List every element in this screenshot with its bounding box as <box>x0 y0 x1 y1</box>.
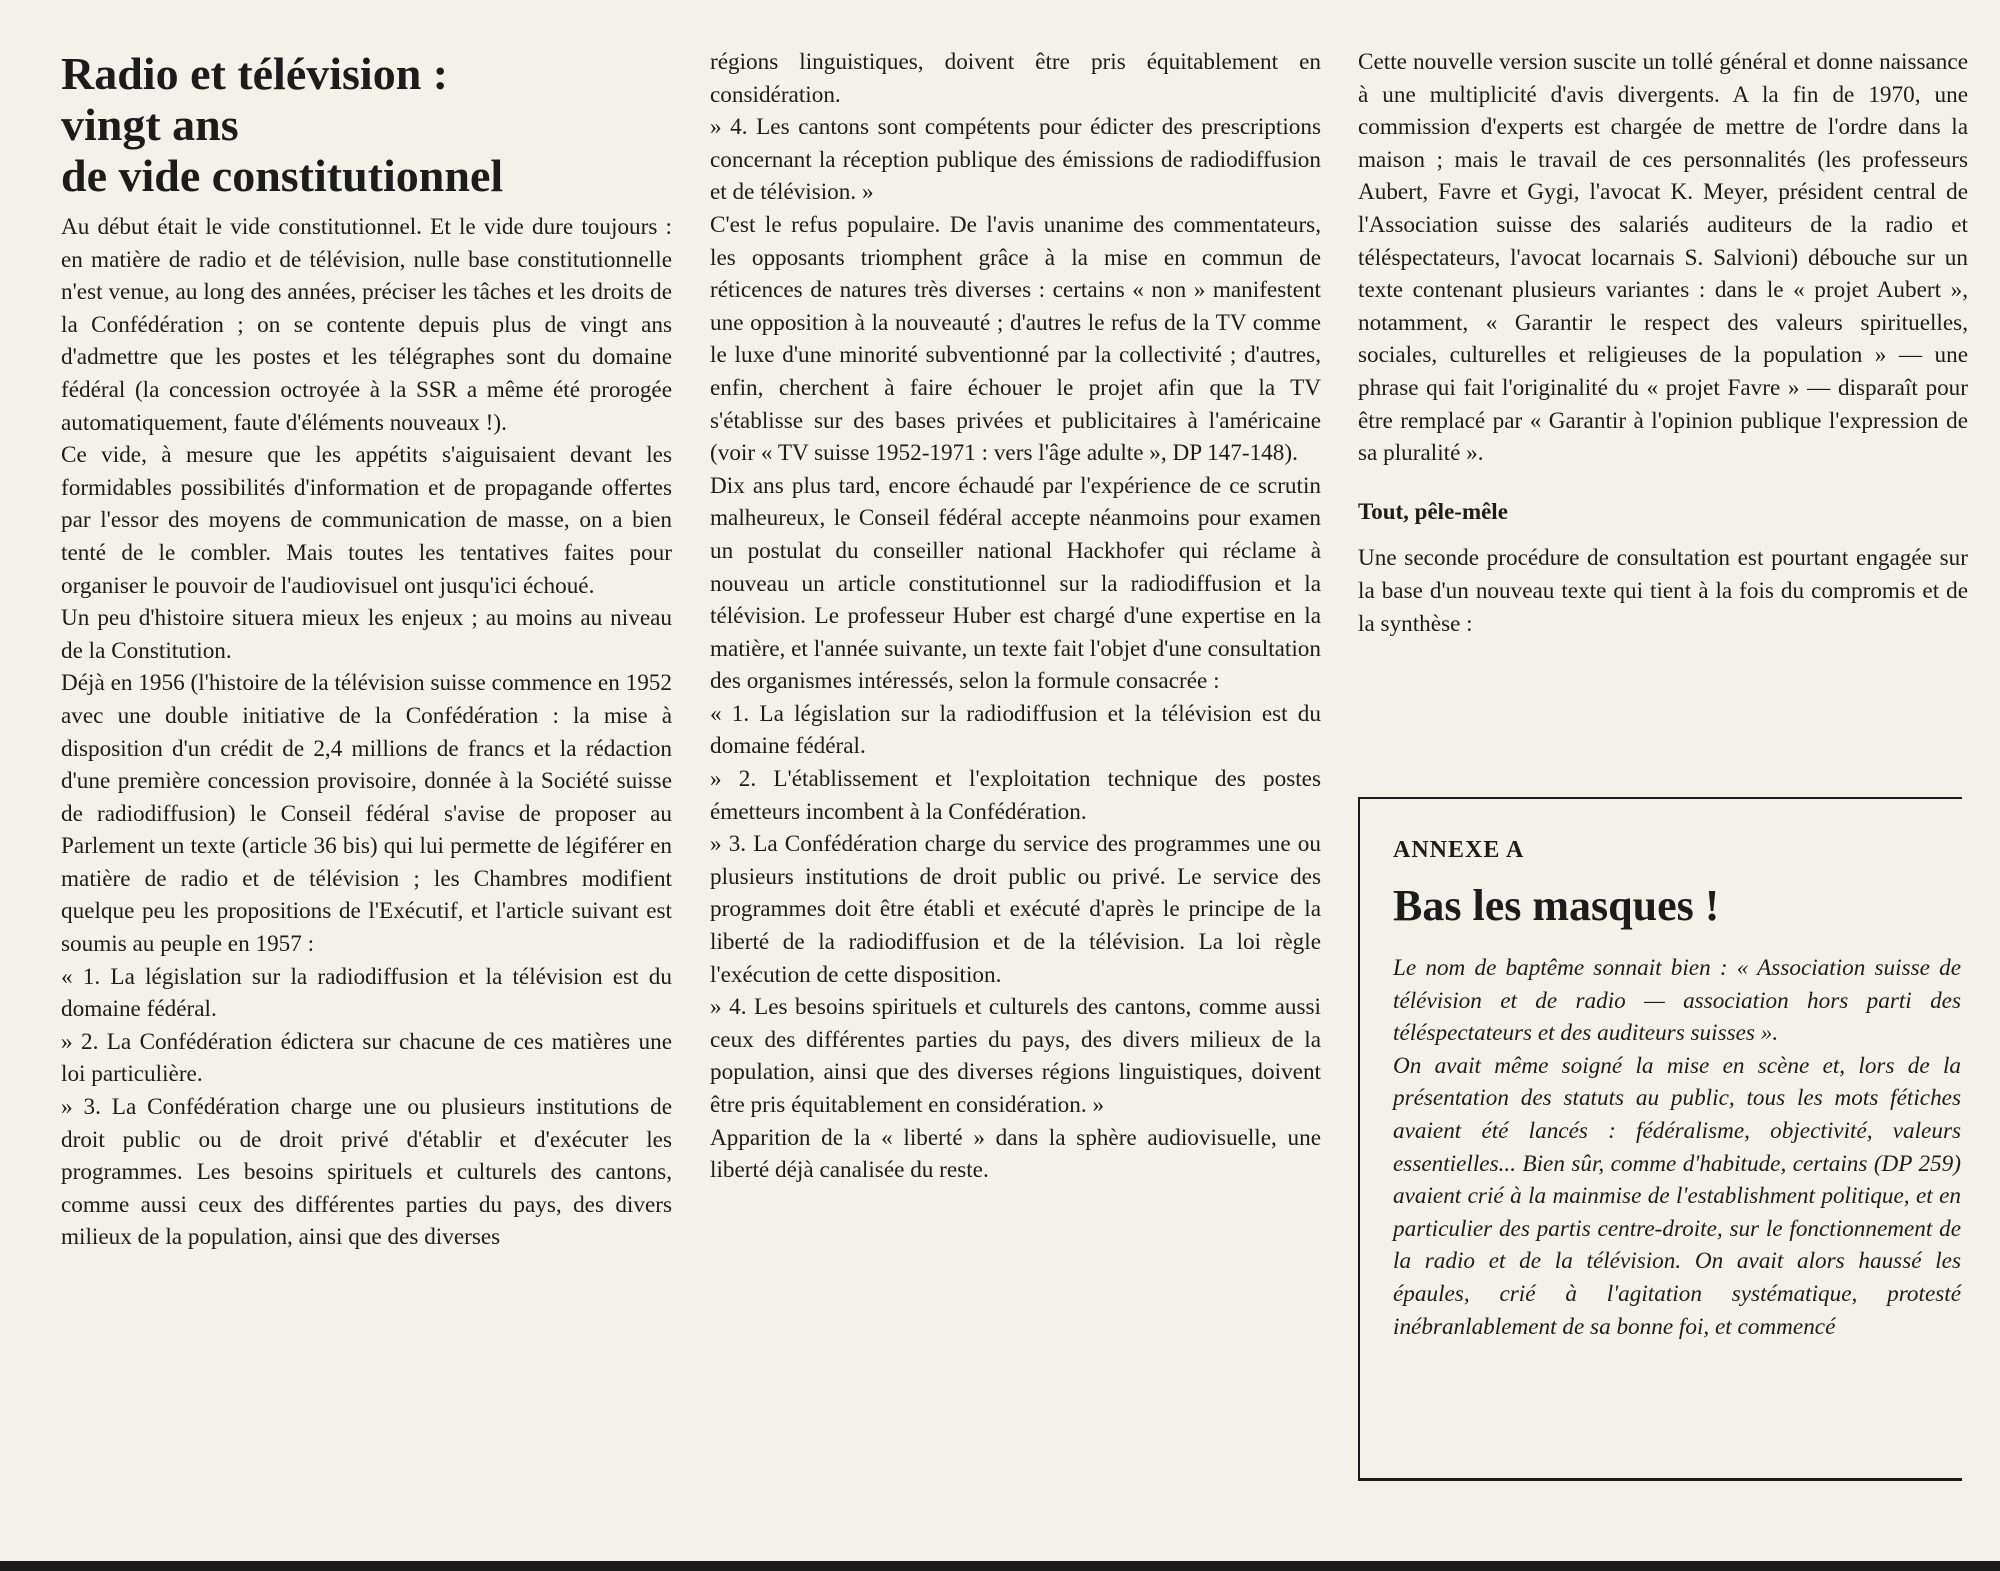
annex-paragraph: On avait même soigné la mise en scène et, lors de la présentation des statuts au public, tous les mots fétiches avaient été lancés : fédéralisme, objectivité, valeurs essentielles... Bien sûr, comme d'habitude, certains (DP 259) avaient crié à la mainmise de l'establishment politique, et en particulier des partis centre-droite, sur le fonctionnement de la radio et de la télévision. On avait alors haussé les épaules, crié à l'agitation systématique, protesté inébranlablement de sa bonne foi, et commencé <box>1393 1052 1961 1340</box>
paragraph: » 2. L'établissement et l'exploitation technique des postes émetteurs incombent à la Confédération. <box>710 766 1321 825</box>
paragraph: C'est le refus populaire. De l'avis unanime des commentateurs, les opposants triomphent grâce à la mise en commun de réticences de natures très diverses : certains « non » manifestent une opposition à la nouveauté ; d'autres le refus de la TV comme le luxe d'une minorité subventionné par la collectivité ; d'autres, enfin, cherchent à faire échouer le projet afin que la TV s'établisse sur des bases privées et publicitaires à l'américaine (voir « TV suisse 1952-1971 : vers l'âge adulte », DP 147-148). <box>710 211 1321 467</box>
paragraph: Au début était le vide constitutionnel. Et le vide dure toujours : en matière de radio et de télévision, nulle base constitutionnelle n'est venue, au long des années, préciser les tâches et les droits de la Confédération ; on se contente depuis plus de vingt ans d'admettre que les postes et les télégraphes sont du domaine fédéral (la concession octroyée à la SSR a même été prorogée automatiquement, faute d'éléments nouveaux !). <box>61 214 672 436</box>
paragraph: Ce vide, à mesure que les appétits s'aiguisaient devant les formidables possibilités d'information et de propagande offertes par l'essor des moyens de communication de masse, on a bien tenté de le combler. Mais toutes les tentatives faites pour organiser le pouvoir de l'audiovisuel ont jusqu'ici échoué. <box>61 442 672 599</box>
paragraph: Une seconde procédure de consultation est pourtant engagée sur la base d'un nouveau texte qui tient à la fois du compromis et de la synthèse : <box>1358 545 1968 637</box>
paragraph: « 1. La législation sur la radiodiffusion et la télévision est du domaine fédéral. <box>710 700 1321 760</box>
paragraph: Dix ans plus tard, encore échaudé par l'expérience de ce scrutin malheureux, le Conseil fédéral accepte néanmoins pour examen un postulat du conseiller national Hackhofer qui réclame à nouveau un article constitutionnel sur la radiodiffusion et la télévision. Le professeur Huber est chargé d'une expertise en la matière, et l'année suivante, un texte fait l'objet d'une consultation des organismes intéressés, selon la formule consacrée : <box>710 472 1321 695</box>
article-column-3 <box>1358 46 1968 640</box>
annex-paragraph: Le nom de baptême sonnait bien : « Association suisse de télévision et de radio — association hors parti des téléspectateurs et des auditeurs suisses ». <box>1393 955 1961 1047</box>
paragraph: « 1. La législation sur la radiodiffusion et la télévision est du domaine fédéral. <box>61 963 672 1023</box>
annex-text <box>1393 952 1961 1343</box>
paragraph: » 2. La Confédération édictera sur chacune de ces matières une loi particulière. <box>61 1028 672 1088</box>
paragraph: Déjà en 1956 (l'histoire de la télévision suisse commence en 1952 avec une double initiative de la Confédération : la mise à disposition d'un crédit de 2,4 millions de francs et la rédaction d'une première concession provisoire, donnée à la Société suisse de radiodiffusion) le Conseil fédéral s'avise de proposer au Parlement un texte (article 36 bis) qui lui permette de légiférer en matière de radio et de télévision ; les Chambres modifient quelque peu les propositions de l'Exécutif, et l'article suivant est soumis au peuple en 1957 : <box>61 670 672 958</box>
paragraph: » 3. La Confédération charge une ou plusieurs institutions de droit public ou de droit privé d'établir et d'exécuter les programmes. Les besoins spirituels et culturels des cantons, comme aussi ceux des différentes parties du pays, des divers milieux de la population, ainsi que des diverses <box>61 1094 672 1251</box>
article-title: Radio et télévision : vingt ans de vide constitutionnel <box>61 48 504 201</box>
paragraph: » 4. Les cantons sont compétents pour édicter des prescriptions concernant la réception publique des émissions de radiodiffusion et de télévision. » <box>710 114 1321 206</box>
paragraph: » 4. Les besoins spirituels et culturels des cantons, comme aussi ceux des différentes parties du pays, des divers milieux de la population, ainsi que des diverses régions linguistiques, doivent être pris équitablement en considération. » <box>710 994 1321 1118</box>
page-bottom-edge <box>0 1561 2000 1571</box>
section-subheading: Tout, pêle-mêle <box>1358 498 1508 524</box>
paragraph: régions linguistiques, doivent être pris équitablement en considération. <box>710 49 1321 108</box>
paragraph: Cette nouvelle version suscite un tollé général et donne naissance à une multiplicité d'avis divergents. A la fin de 1970, une commission d'experts est chargée de mettre de l'ordre dans la maison ; mais le travail de ces personnalités (les professeurs Aubert, Favre et Gygi, l'avocat K. Meyer, président central de l'Association suisse des salariés auditeurs de la radio et téléspectateurs, l'avocat locarnais S. Salvioni) débouche sur un texte contenant plusieurs variantes : dans le « projet Aubert », notamment, « Garantir le respect des valeurs spirituelles, sociales, culturelles et religieuses de la population » — une phrase qui fait l'originalité du « projet Favre » — disparaît pour être remplacé par « Garantir à l'opinion publique l'expression de sa pluralité ». <box>1358 49 1968 467</box>
annex-label: ANNEXE A <box>1393 837 1525 863</box>
article-column-2 <box>710 46 1321 1187</box>
paragraph: Apparition de la « liberté » dans la sphère audiovisuelle, une liberté déjà canalisée du reste. <box>710 1124 1321 1184</box>
paragraph: » 3. La Confédération charge du service des programmes une ou plusieurs institutions de droit public ou privé. Le service des programmes doit être établi et exécuté d'après le principe de la liberté de la radiodiffusion et de la télévision. La loi règle l'exécution de cette disposition. <box>710 831 1321 988</box>
paragraph: Un peu d'histoire situera mieux les enjeux ; au moins au niveau de la Constitution. <box>61 605 672 664</box>
annex-title: Bas les masques ! <box>1393 881 1720 930</box>
article-column-1 <box>61 46 672 1254</box>
annex-box <box>1358 797 1962 1481</box>
